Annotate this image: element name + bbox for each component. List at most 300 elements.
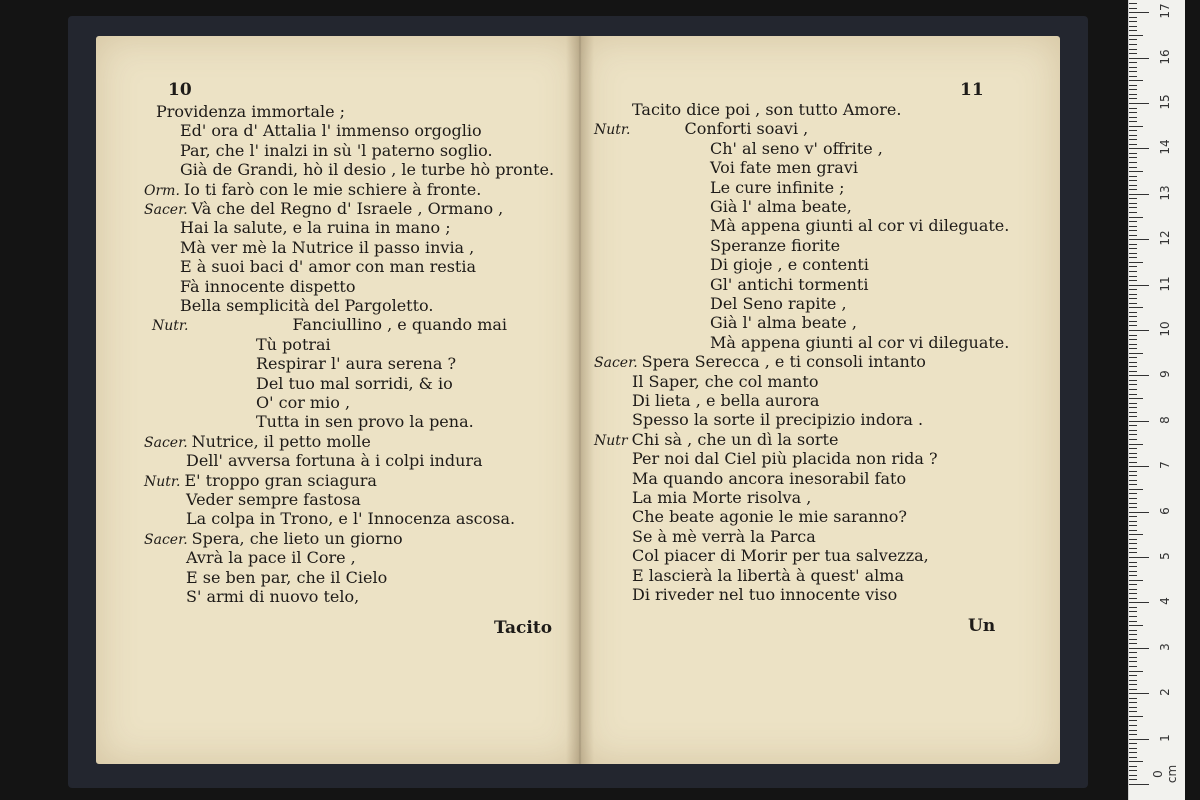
ruler-tick — [1129, 117, 1137, 118]
ruler-tick — [1129, 584, 1137, 585]
speaker-label: Nutr — [594, 432, 628, 449]
ruler-tick — [1129, 711, 1137, 712]
ruler-tick — [1129, 557, 1149, 558]
ruler-label: 16 — [1158, 48, 1172, 65]
ruler-label: 13 — [1158, 185, 1172, 201]
ruler-tick — [1129, 611, 1137, 612]
verse-text: Mà appena giunti al cor vi dileguate. — [710, 216, 1010, 236]
ruler-tick — [1129, 516, 1137, 517]
ruler-tick — [1129, 680, 1137, 681]
verse-text: S' armi di nuovo telo, — [186, 587, 360, 606]
ruler-tick — [1129, 466, 1149, 467]
verse-text: E lascierà la libertà à quest' alma — [632, 565, 904, 585]
ruler-tick — [1129, 425, 1137, 426]
verse-text: Nutrice, il petto molle — [191, 431, 371, 451]
ruler-tick — [1129, 784, 1149, 785]
measuring-ruler — [1128, 0, 1185, 800]
ruler-tick — [1129, 12, 1149, 13]
verse-text: Già l' alma beate, — [710, 197, 852, 216]
ruler-tick — [1129, 307, 1143, 308]
verse-line — [256, 335, 331, 354]
verse-text: La mia Morte risolva , — [632, 488, 812, 507]
speaker-label: Nutr. — [152, 318, 189, 335]
ruler-tick — [1129, 444, 1143, 445]
ruler-tick — [1129, 198, 1137, 199]
verse-text: E à suoi baci d' amor con man restia — [180, 257, 476, 277]
ruler-tick — [1129, 607, 1137, 608]
ruler-tick — [1129, 203, 1137, 204]
ruler-tick — [1129, 185, 1137, 186]
ruler-tick — [1129, 548, 1137, 549]
ruler-tick — [1129, 153, 1137, 154]
verse-line — [180, 296, 433, 315]
ruler-tick — [1129, 716, 1143, 717]
ruler-tick — [1129, 757, 1137, 758]
verse-line — [710, 294, 847, 313]
verse-text: O' cor mio , — [256, 393, 351, 412]
ruler-tick — [1129, 375, 1149, 376]
ruler-tick — [1129, 353, 1143, 354]
ruler-tick — [1129, 76, 1137, 77]
verse-text: Tutta in sen provo la pena. — [256, 412, 474, 432]
verse-text: Già de Grandi, hò il desio , le turbe hò pronte. — [180, 160, 555, 180]
speaker-label: Nutr. — [144, 473, 181, 490]
ruler-tick — [1129, 121, 1137, 122]
ruler-tick — [1129, 98, 1137, 99]
ruler-label: 10 — [1158, 321, 1172, 337]
ruler-tick — [1129, 212, 1137, 213]
verse-line — [710, 313, 857, 332]
ruler-label: 1 — [1158, 733, 1172, 742]
ruler-tick — [1129, 675, 1137, 676]
verse-text: E' troppo gran sciagura — [184, 470, 377, 490]
ruler-tick — [1129, 189, 1137, 190]
ruler-tick — [1129, 362, 1137, 363]
ruler-tick — [1129, 761, 1143, 762]
ruler-tick — [1129, 257, 1137, 258]
book-gutter — [566, 36, 594, 764]
verse-line — [180, 277, 356, 296]
ruler-tick — [1129, 26, 1137, 27]
ruler-tick — [1129, 248, 1137, 249]
verse-text: Speranze fiorite — [710, 235, 841, 255]
ruler-tick — [1129, 371, 1137, 372]
ruler-tick — [1129, 180, 1137, 181]
verse-line — [156, 102, 345, 121]
verse-text: Del Seno rapite , — [710, 294, 847, 313]
ruler-tick — [1129, 421, 1149, 422]
ruler-tick — [1129, 493, 1137, 494]
ruler-tick — [1129, 8, 1137, 9]
verse-text: Par, che l' inalzi in sù 'l paterno soglio. — [180, 140, 493, 160]
verse-text: Voi fate men gravi — [710, 158, 858, 178]
ruler-tick — [1129, 770, 1137, 771]
verse-line — [632, 585, 897, 604]
ruler-tick — [1129, 335, 1137, 336]
verse-text: Ch' al seno v' offrite , — [710, 138, 883, 158]
ruler-tick — [1129, 475, 1137, 476]
ruler-tick — [1129, 589, 1137, 590]
verse-line — [594, 352, 926, 373]
ruler-tick — [1129, 85, 1137, 86]
verse-text: Conforti soavi , — [684, 119, 809, 139]
ruler-tick — [1129, 398, 1143, 399]
verse-line — [256, 374, 453, 393]
verse-line — [710, 158, 858, 177]
ruler-label: 17 — [1158, 3, 1172, 19]
ruler-tick — [1129, 221, 1137, 222]
verse-line — [710, 197, 852, 216]
verse-line — [144, 529, 403, 550]
verse-text: Se à mè verrà la Parca — [632, 526, 816, 546]
ruler-tick — [1129, 484, 1137, 485]
ruler-tick — [1129, 71, 1137, 72]
verse-line — [710, 139, 883, 158]
verse-line — [710, 178, 845, 197]
verse-line — [710, 333, 1009, 352]
verse-line — [632, 546, 929, 565]
ruler-tick — [1129, 262, 1143, 263]
ruler-tick — [1129, 280, 1137, 281]
verse-line — [186, 490, 361, 509]
verse-text: Fà innocente dispetto — [180, 276, 356, 296]
ruler-tick — [1129, 657, 1137, 658]
verse-line — [186, 587, 359, 606]
ruler-tick — [1129, 44, 1137, 45]
verse-line — [256, 354, 456, 373]
ruler-tick — [1129, 253, 1137, 254]
verse-line — [186, 509, 515, 528]
ruler-label: 9 — [1158, 370, 1172, 379]
verse-text: Di lieta , e bella aurora — [632, 391, 820, 410]
verse-line — [180, 141, 493, 160]
verse-line — [144, 199, 503, 220]
ruler-label: 7 — [1158, 461, 1172, 470]
verse-line — [710, 216, 1009, 235]
verse-line — [632, 449, 938, 468]
verse-text: Bella semplicità del Pargoletto. — [180, 296, 434, 315]
verse-line — [632, 469, 906, 488]
verse-line — [632, 391, 819, 410]
ruler-tick — [1129, 543, 1137, 544]
ruler-label: 12 — [1158, 230, 1172, 246]
ruler-tick — [1129, 639, 1137, 640]
ruler-tick — [1129, 521, 1137, 522]
ruler-tick — [1129, 471, 1137, 472]
ruler-tick — [1129, 39, 1137, 40]
ruler-tick — [1129, 743, 1137, 744]
ruler-label: 11 — [1158, 275, 1172, 292]
ruler-tick — [1129, 552, 1137, 553]
verse-text: Hai la salute, e la ruina in mano ; — [180, 218, 451, 238]
verse-text: Avrà la pace il Core , — [186, 548, 356, 568]
ruler-tick — [1129, 766, 1137, 767]
ruler-tick — [1129, 380, 1137, 381]
verse-line — [632, 410, 923, 429]
ruler-tick — [1129, 21, 1137, 22]
right-catchword: Un — [968, 616, 996, 636]
ruler-tick — [1129, 157, 1137, 158]
ruler-tick — [1129, 775, 1137, 776]
verse-text: Mà ver mè la Nutrice il passo invia , — [180, 237, 475, 257]
verse-line — [632, 100, 901, 119]
ruler-tick — [1129, 217, 1143, 218]
left-catchword: Tacito — [494, 618, 553, 638]
verse-text: Col piacer di Morir per tua salvezza, — [632, 546, 929, 566]
verse-text: Chi sà , che un dì la sorte — [631, 429, 839, 449]
ruler-tick — [1129, 321, 1137, 322]
verse-text: Mà appena giunti al cor vi dileguate. — [710, 332, 1010, 352]
ruler-label: 4 — [1158, 597, 1172, 606]
verse-text: Spera Serecca , e ti consoli intanto — [641, 352, 926, 372]
ruler-label: 5 — [1158, 552, 1172, 560]
ruler-tick — [1129, 693, 1149, 694]
ruler-tick — [1129, 49, 1137, 50]
verse-text: Gl' antichi tormenti — [710, 274, 869, 294]
ruler-tick — [1129, 562, 1137, 563]
ruler-tick — [1129, 689, 1137, 690]
ruler-tick — [1129, 53, 1137, 54]
ruler-tick — [1129, 684, 1137, 685]
ruler-label: 6 — [1158, 506, 1172, 515]
verse-text: Già l' alma beate , — [710, 313, 857, 333]
verse-line — [144, 432, 371, 453]
ruler-tick — [1129, 94, 1137, 95]
ruler-tick — [1129, 648, 1149, 649]
ruler-tick — [1129, 3, 1137, 4]
verse-text: Tacito dice poi , son tutto Amore. — [632, 100, 902, 119]
speaker-label: Orm. — [144, 182, 180, 199]
ruler-label: 3 — [1158, 642, 1172, 651]
ruler-tick — [1129, 652, 1137, 653]
verse-text: Ed' ora d' Attalia l' immenso orgoglio — [180, 121, 482, 141]
ruler-tick — [1129, 303, 1137, 304]
ruler-tick — [1129, 235, 1137, 236]
verse-text: Spera, che lieto un giorno — [191, 528, 403, 548]
verse-text: Spesso la sorte il precipizio indora . — [632, 410, 924, 430]
verse-line — [152, 315, 507, 336]
ruler-tick — [1129, 412, 1137, 413]
ruler-tick — [1129, 525, 1137, 526]
verse-line — [256, 412, 474, 431]
ruler-tick — [1129, 126, 1143, 127]
ruler-tick — [1129, 489, 1143, 490]
ruler-tick — [1129, 298, 1137, 299]
verse-text: Tù potrai — [256, 334, 331, 354]
ruler-tick — [1129, 625, 1143, 626]
ruler-tick — [1129, 643, 1137, 644]
ruler-tick — [1129, 171, 1143, 172]
ruler-tick — [1129, 534, 1143, 535]
ruler-tick — [1129, 602, 1149, 603]
verse-line — [632, 372, 819, 391]
ruler-label: 15 — [1158, 94, 1172, 110]
ruler-tick — [1129, 30, 1137, 31]
ruler-tick — [1129, 194, 1149, 195]
verse-line — [186, 451, 483, 470]
ruler-tick — [1129, 103, 1149, 104]
ruler-tick — [1129, 580, 1143, 581]
ruler-tick — [1129, 480, 1137, 481]
ruler-tick — [1129, 512, 1149, 513]
ruler-tick — [1129, 58, 1149, 59]
verse-text: Fanciullino , e quando mai — [292, 315, 508, 335]
ruler-tick — [1129, 575, 1137, 576]
verse-text: Di riveder nel tuo innocente viso — [632, 585, 898, 604]
verse-text: Ma quando ancora inesorabil fato — [632, 468, 907, 488]
ruler-tick — [1129, 80, 1143, 81]
verse-line — [144, 180, 481, 201]
ruler-tick — [1129, 539, 1137, 540]
ruler-tick — [1129, 661, 1137, 662]
ruler-tick — [1129, 366, 1137, 367]
ruler-tick — [1129, 226, 1137, 227]
ruler-tick — [1129, 593, 1137, 594]
ruler-tick — [1129, 344, 1137, 345]
ruler-tick — [1129, 112, 1137, 113]
ruler-tick — [1129, 271, 1137, 272]
ruler-tick — [1129, 167, 1137, 168]
ruler-tick — [1129, 457, 1137, 458]
verse-line — [180, 257, 476, 276]
ruler-tick — [1129, 698, 1137, 699]
verse-line — [710, 236, 840, 255]
ruler-tick — [1129, 530, 1137, 531]
ruler-tick — [1129, 462, 1137, 463]
ruler-tick — [1129, 630, 1137, 631]
verse-text: Che beate agonie le mie saranno? — [632, 507, 907, 527]
ruler-tick — [1129, 144, 1137, 145]
ruler-tick — [1129, 394, 1137, 395]
right-page-number: 11 — [960, 80, 984, 100]
ruler-tick — [1129, 403, 1137, 404]
ruler-tick — [1129, 294, 1137, 295]
ruler-tick — [1129, 67, 1137, 68]
ruler-tick — [1129, 130, 1137, 131]
ruler-tick — [1129, 384, 1137, 385]
verse-line — [180, 218, 451, 237]
ruler-tick — [1129, 434, 1137, 435]
ruler-tick — [1129, 389, 1137, 390]
verse-line — [632, 527, 816, 546]
verse-line — [632, 507, 907, 526]
ruler-tick — [1129, 407, 1137, 408]
ruler-tick — [1129, 135, 1137, 136]
verse-line — [180, 238, 474, 257]
ruler-tick — [1129, 348, 1137, 349]
ruler-tick — [1129, 720, 1137, 721]
ruler-tick — [1129, 507, 1137, 508]
ruler-tick — [1129, 634, 1137, 635]
speaker-label: Sacer. — [144, 202, 188, 218]
verse-text: Và che del Regno d' Israele , Ormano , — [191, 199, 504, 218]
ruler-tick — [1129, 730, 1137, 731]
verse-text: Respirar l' aura serena ? — [256, 354, 457, 374]
ruler-tick — [1129, 285, 1149, 286]
ruler-tick — [1129, 230, 1137, 231]
verse-line — [632, 566, 904, 585]
ruler-tick — [1129, 162, 1137, 163]
ruler-tick — [1129, 339, 1137, 340]
ruler-tick — [1129, 598, 1137, 599]
verse-text: La colpa in Trono, e l' Innocenza ascosa. — [186, 509, 516, 529]
verse-text: Le cure infinite ; — [710, 177, 845, 197]
ruler-tick — [1129, 702, 1137, 703]
verse-line — [180, 121, 482, 140]
speaker-label: Sacer. — [144, 434, 188, 451]
ruler-tick — [1129, 621, 1137, 622]
ruler-tick — [1129, 571, 1137, 572]
ruler-tick — [1129, 89, 1137, 90]
ruler-tick — [1129, 139, 1137, 140]
ruler-label: 0 cm — [1151, 764, 1179, 784]
verse-line — [256, 393, 350, 412]
ruler-tick — [1129, 453, 1137, 454]
ruler-label: 2 — [1158, 688, 1172, 697]
speaker-label: Nutr. — [594, 122, 631, 139]
ruler-tick — [1129, 312, 1137, 313]
verse-text: Dell' avversa fortuna à i colpi indura — [186, 451, 483, 471]
ruler-tick — [1129, 707, 1137, 708]
ruler-tick — [1129, 276, 1137, 277]
ruler-tick — [1129, 176, 1137, 177]
verse-line — [594, 119, 808, 140]
ruler-tick — [1129, 734, 1137, 735]
verse-line — [186, 568, 387, 587]
ruler-tick — [1129, 148, 1149, 149]
speaker-label: Sacer. — [144, 531, 188, 548]
ruler-tick — [1129, 448, 1137, 449]
ruler-tick — [1129, 503, 1137, 504]
verse-line — [180, 160, 554, 179]
verse-line — [144, 471, 377, 492]
ruler-tick — [1129, 752, 1137, 753]
ruler-label: 14 — [1158, 139, 1172, 156]
ruler-tick — [1129, 439, 1137, 440]
ruler-tick — [1129, 330, 1149, 331]
verse-text: Io ti farò con le mie schiere à fronte. — [183, 179, 482, 199]
ruler-tick — [1129, 725, 1137, 726]
ruler-tick — [1129, 566, 1137, 567]
left-page — [96, 36, 580, 764]
ruler-tick — [1129, 779, 1137, 780]
verse-text: Di gioje , e contenti — [710, 255, 869, 275]
ruler-tick — [1129, 357, 1137, 358]
left-page-number: 10 — [168, 80, 192, 100]
verse-line — [594, 430, 838, 451]
ruler-tick — [1129, 289, 1137, 290]
ruler-label: 8 — [1158, 415, 1172, 424]
verse-text: Providenza immortale ; — [156, 102, 346, 121]
ruler-tick — [1129, 239, 1149, 240]
ruler-tick — [1129, 17, 1137, 18]
verse-text: Il Saper, che col manto — [632, 371, 819, 391]
verse-line — [710, 275, 868, 294]
ruler-tick — [1129, 498, 1137, 499]
verse-line — [710, 255, 869, 274]
ruler-tick — [1129, 35, 1143, 36]
ruler-tick — [1129, 244, 1137, 245]
ruler-tick — [1129, 430, 1137, 431]
verse-text: Del tuo mal sorridi, & io — [256, 373, 453, 393]
ruler-tick — [1129, 62, 1137, 63]
verse-line — [186, 548, 356, 567]
speaker-label: Sacer. — [594, 355, 638, 372]
ruler-tick — [1129, 108, 1137, 109]
ruler-tick — [1129, 316, 1137, 317]
ruler-tick — [1129, 266, 1137, 267]
ruler-tick — [1129, 207, 1137, 208]
